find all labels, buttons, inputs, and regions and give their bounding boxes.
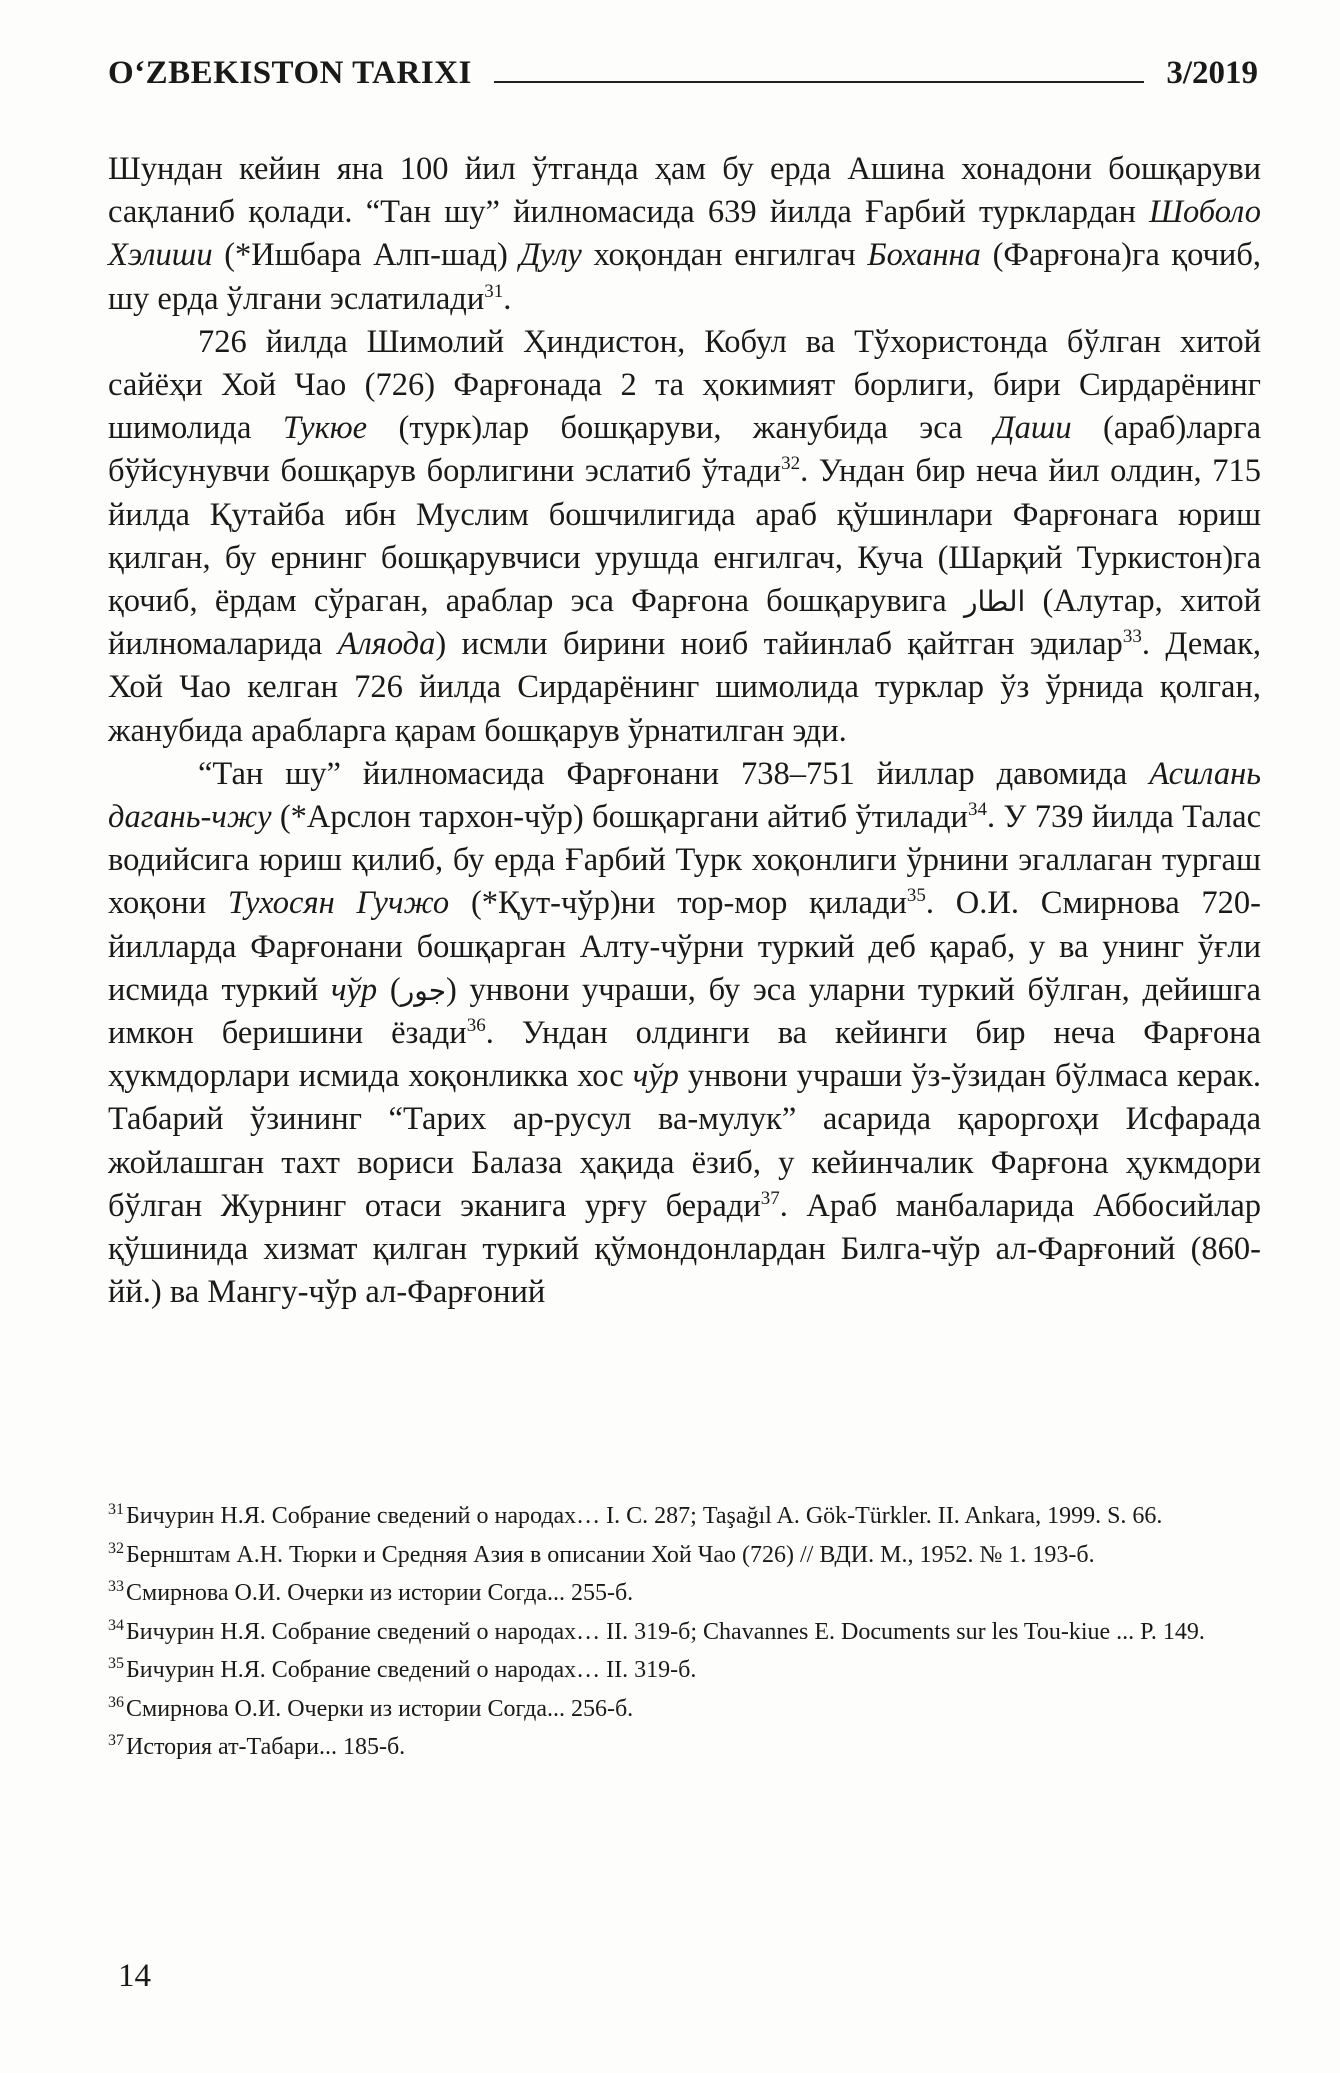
footnote-number: 35 [108,1655,124,1672]
footnote-text: Смирнова О.И. Очерки из истории Согда... 256-б. [126,1695,634,1722]
text-run: . Араб манбаларида Аббосийлар қўшинида хизмат қилган туркий қўмондонлардан Билга-чўр ал-Фарғоний (860-йй.) ва Мангу-чўр ал-Фарғоний [108,1187,1261,1311]
text-run: (*Ишбара Алп-шад) [212,237,520,274]
footnotes [108,1500,1261,1770]
article-body [108,148,1261,1314]
footnote-text: История ат-Табари... 185-б. [126,1734,406,1760]
italic-term: Асилань дагань-чжу [108,755,1261,836]
footnote-ref: 33 [1122,626,1142,648]
text-run: (Фарғона)га қочиб, шу ерда ўлгани эслатилади [108,237,1261,317]
footnote [108,1539,1261,1573]
footnote-ref: 36 [466,1015,486,1037]
italic-term: Дулу [519,237,582,274]
footnote [108,1500,1261,1534]
body-paragraph [108,753,1261,1315]
page-number: 14 [118,1958,151,1994]
text-run: . [503,280,512,317]
italic-term: Даши [993,410,1072,447]
footnote-ref: 34 [967,799,987,821]
text-run: (Алутар, хитой йилномаларида [108,583,1262,663]
text-run: (*Қут-чўр)ни тор-мор қилади [449,885,907,922]
footnote-number: 32 [108,1539,124,1557]
footnote-number: 37 [108,1732,124,1749]
footnote-number: 33 [108,1578,124,1595]
italic-term: Шоболо Хэлиши [108,194,1261,274]
footnote-text: Бичурин Н.Я. Собрание сведений о народах… II. 319-б; Chavannes E. Documents sur les Tou-kiue ... P. 149. [126,1618,1205,1645]
text-run: унвони учраши ўз-ўзидан бўлмаса керак. Табарий ўзининг “Тарих ар-русул ва-мулук” асарида қароргоҳи Исфарада жойлашган тахт вориси Балаза ҳақида ёзиб, у кейинчалик Фарғона ҳукмдори бўлган Журнинг отаси эканига урғу беради [108,1058,1262,1224]
text-run: (турк)лар бошқаруви, жанубида эса [367,410,994,447]
italic-term: чўр [632,1058,679,1095]
text-run: . Ундан олдинги ва кейинги бир неча Фарғона ҳукмдорлари исмида хоқонликка хос [108,1015,1261,1095]
text-run: . О.И. Смирнова 720- йилларда Фарғонани бошқарган Алту-чўрни туркий деб қараб, у ва унинг ўғли исмида туркий [108,885,1261,1008]
footnote [108,1731,1261,1765]
text-run: 726 йилда Шимолий Ҳиндистон, Кобул ва Тўхористонда бўлган хитой сайёҳи Хой Чао (726) Фарғонада 2 та ҳокимият борлиги, бири Сирдарёнинг шимолида [108,323,1261,447]
footnote-text: Бичурин Н.Я. Собрание сведений о народах… I. С. 287; Taşağıl A. Gök-Türkler. II. Ankara, 1999. S. 66. [126,1503,1163,1529]
footnote [108,1577,1261,1611]
italic-term: Тукюе [282,410,368,447]
footnote-ref: 37 [760,1188,780,1210]
footnote-number: 36 [108,1693,124,1711]
footnote-number: 34 [108,1616,124,1634]
italic-term: чўр [331,971,378,1008]
body-paragraph [108,148,1261,321]
text-run: (*Арслон тархон-чўр) бошқаргани айтиб ўтилади [271,799,968,836]
italic-term: Боханна [867,237,981,274]
italic-term: Аляода [337,626,436,663]
text-run: ) исмли бирини ноиб тайинлаб қайтган эдилар [435,626,1123,663]
footnote-text: Бернштам А.Н. Тюрки и Средняя Азия в описании Хой Чао (726) // ВДИ. М., 1952. № 1. 193-б. [126,1541,1095,1568]
text-run: (араб)ларга бўйсунувчи бошқарув борлигини эслатиб ўтади [108,410,1261,490]
text-run: ) унвони учраши, бу эса уларни туркий бўлган, дейишга имкон беришини ёзади [108,971,1261,1052]
arabic-term: جور [400,973,447,1007]
text-run: Шундан кейин яна 100 йил ўтганда ҳам бу ерда Ашина хонадони бошқаруви сақланиб қолади. “Тан шу” йилномасида 639 йилда Ғарбий турклардан [108,151,1261,231]
journal-title: O‘ZBEKISTON TARIXI [108,55,472,91]
issue-number: 3/2019 [1166,55,1258,91]
footnote [108,1616,1261,1650]
header-rule [494,81,1144,83]
footnote-ref: 31 [484,280,504,302]
text-run: . У 739 йилда Талас водийсига юриш қилиб, бу ерда Ғарбий Турк хоқонлиги ўрнини эгаллаган тургаш хоқони [108,799,1261,922]
footnote-number: 31 [108,1501,124,1518]
text-run: . Ундан бир неча йил олдин, 715 йилда Қутайба ибн Муслим бошчилигида араб қўшинлари Фарғонага юриш қилган, бу ернинг бошқарувчиси урушда енгилгач, Куча (Шарқий Туркистон)га қочиб, ёрдам сўраган, араблар эса Фарғона бошқарувига [108,453,1261,620]
running-header [108,42,1258,92]
text-run: хоқондан енгилгач [581,237,868,274]
italic-term: Тухосян Гучжо [227,885,450,922]
arabic-term: الطار [963,585,1026,619]
footnote-text: Бичурин Н.Я. Собрание сведений о народах… II. 319-б. [126,1657,697,1683]
footnote-ref: 35 [906,885,926,907]
body-paragraph [108,321,1261,753]
text-run: ( [377,971,401,1008]
footnote-text: Смирнова О.И. Очерки из истории Согда... 255-б. [126,1580,634,1606]
text-run: “Тан шу” йилномасида Фарғонани 738–751 йиллар давомида [198,755,1150,792]
footnote [108,1693,1261,1727]
footnote [108,1654,1261,1688]
footnote-ref: 32 [781,453,801,475]
text-run: . Демак, Хой Чао келган 726 йилда Сирдарёнинг шимолида турклар ўз ўрнида қолган, жанубида арабларга қарам бошқарув ўрнатилган эди. [108,626,1261,749]
